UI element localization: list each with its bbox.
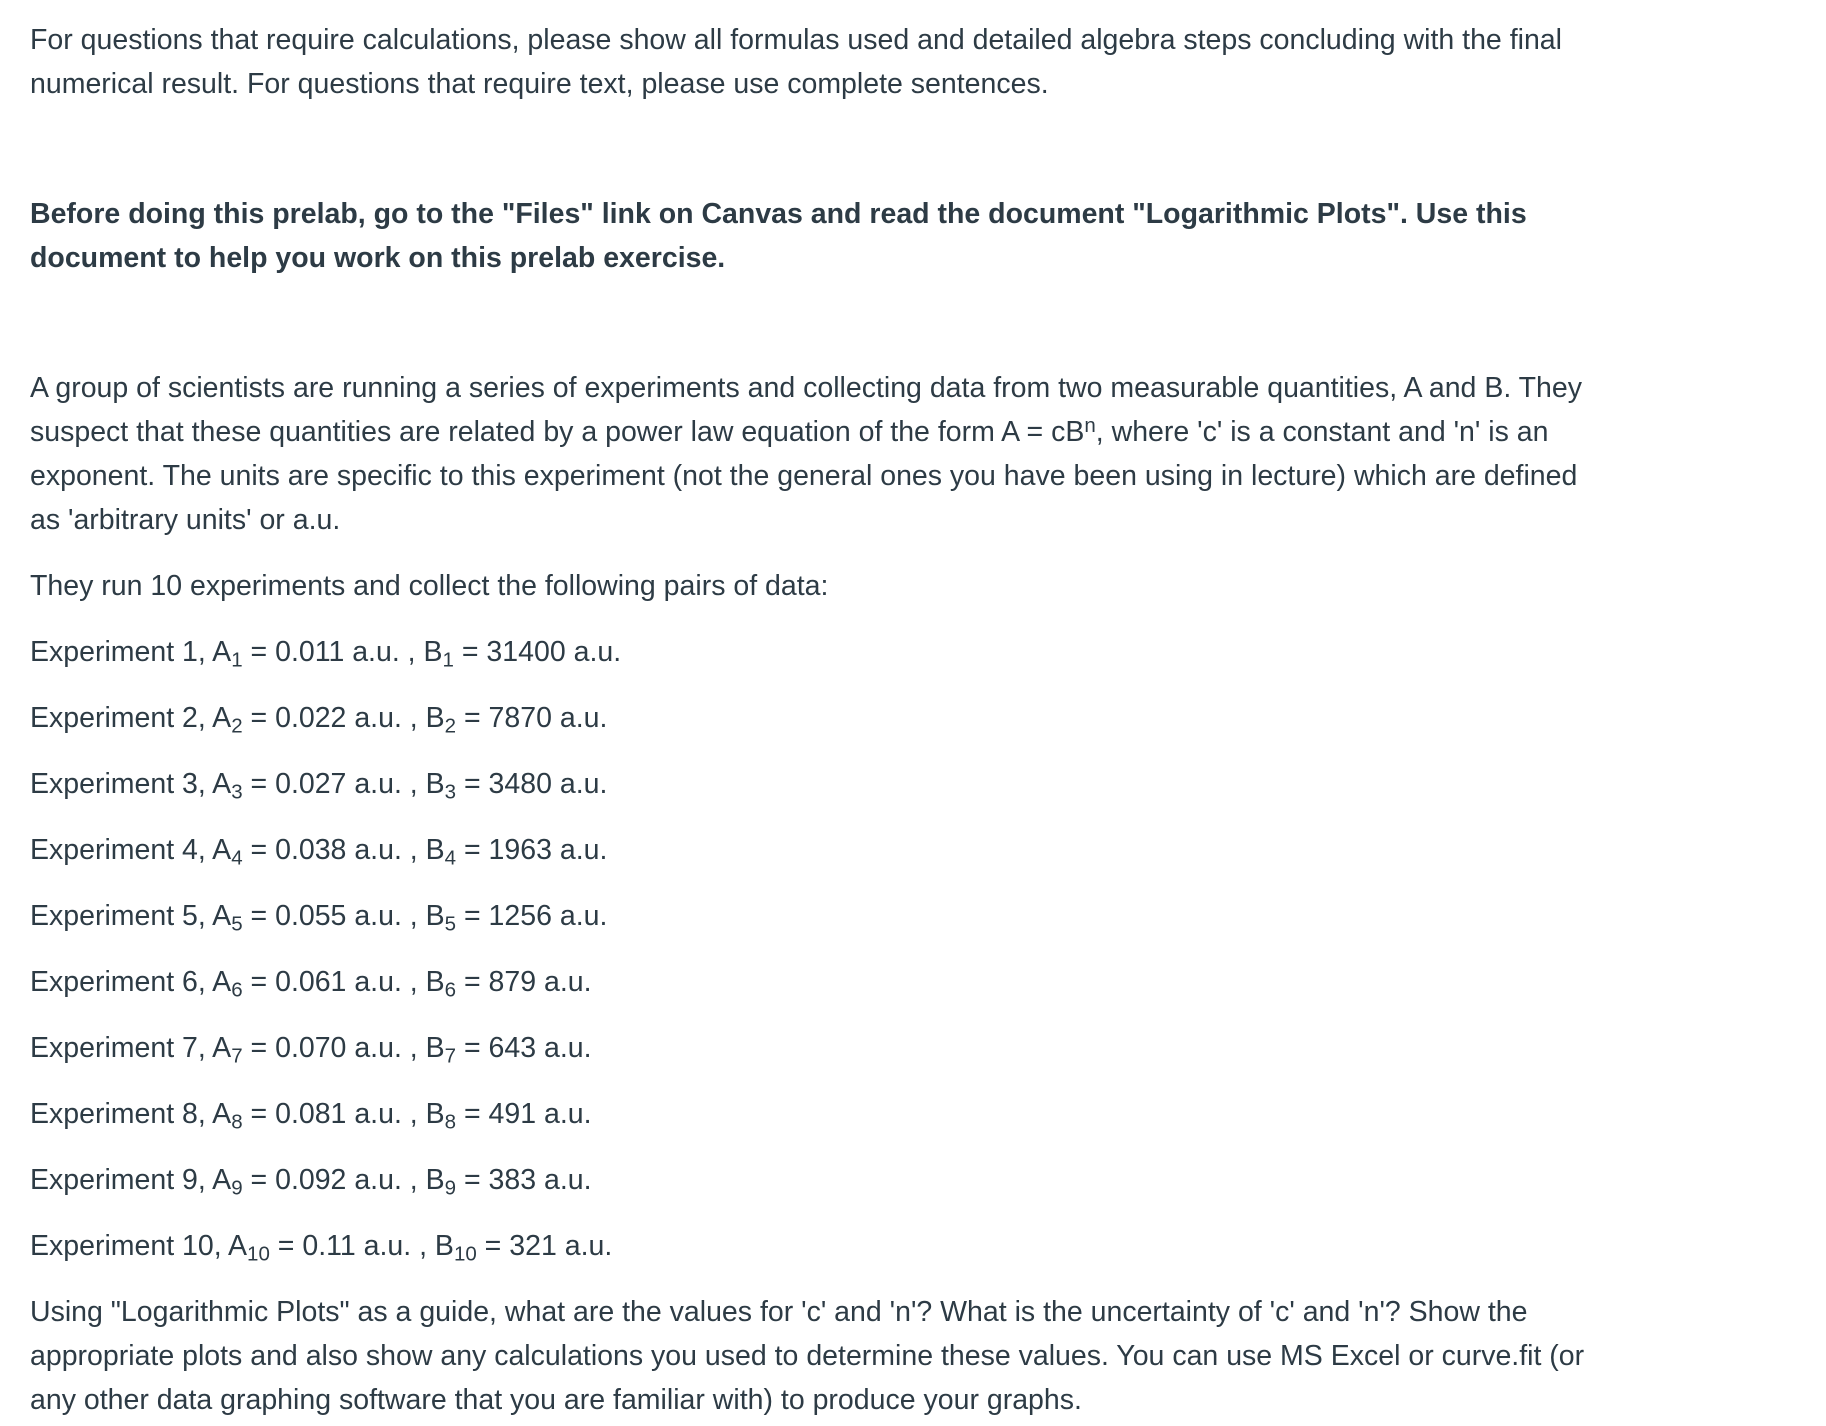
scenario-text-part2: , where 'c' is a constant and 'n' is an exponent. The units are specific to this experiment (not the general ones you have been using in lecture) which are defined as 'arbitrary units' or a.u.	[30, 416, 1578, 536]
data-lead-in: They run 10 experiments and collect the following pairs of data:	[30, 570, 829, 602]
b-value: = 3480 a.u.	[456, 768, 608, 800]
b-subscript: 5	[444, 912, 457, 936]
experiment-label: Experiment 2, A	[30, 702, 232, 734]
a-value: = 0.081 a.u. , B	[242, 1098, 445, 1130]
a-value: = 0.038 a.u. , B	[242, 834, 445, 866]
a-value: = 0.011 a.u. , B	[242, 636, 443, 668]
b-subscript: 10	[453, 1242, 477, 1266]
b-subscript: 3	[444, 780, 457, 804]
b-value: = 383 a.u.	[456, 1164, 592, 1196]
b-value: = 1963 a.u.	[456, 834, 608, 866]
a-value: = 0.092 a.u. , B	[242, 1164, 445, 1196]
b-value: = 491 a.u.	[456, 1098, 592, 1130]
experiment-label: Experiment 6, A	[30, 966, 232, 998]
experiment-row	[30, 828, 1590, 872]
experiment-list	[30, 630, 1590, 1268]
prelab-content	[30, 18, 1590, 1422]
a-subscript: 3	[231, 780, 243, 804]
question-paragraph: Using "Logarithmic Plots" as a guide, what are the values for 'c' and 'n'? What is the uncertainty of 'c' and 'n'? Show the appropriate plots and also show any calculations you used to determine these values. You can use MS Excel or curve.fit (or any other data graphing software that you are familiar with) to produce your graphs.	[30, 1296, 1585, 1416]
b-subscript: 4	[444, 846, 457, 870]
b-value: = 643 a.u.	[456, 1032, 592, 1064]
experiment-row	[30, 1158, 1590, 1202]
experiment-row	[30, 894, 1590, 938]
experiment-row	[30, 1224, 1590, 1268]
b-value: = 31400 a.u.	[453, 636, 622, 668]
experiment-label: Experiment 4, A	[30, 834, 232, 866]
a-subscript: 4	[231, 846, 243, 870]
a-subscript: 1	[231, 648, 243, 672]
instructions-intro: For questions that require calculations, please show all formulas used and detailed algebra steps concluding with the final numerical result. For questions that require text, please use complete sentences.	[30, 24, 1562, 100]
experiment-label: Experiment 9, A	[30, 1164, 232, 1196]
scenario-paragraph	[30, 366, 1590, 542]
experiment-row	[30, 1092, 1590, 1136]
experiment-label: Experiment 3, A	[30, 768, 232, 800]
experiment-row	[30, 1026, 1590, 1070]
a-subscript: 2	[231, 714, 243, 738]
a-value: = 0.070 a.u. , B	[242, 1032, 445, 1064]
a-subscript: 5	[231, 912, 243, 936]
b-value: = 7870 a.u.	[456, 702, 608, 734]
experiment-label: Experiment 1, A	[30, 636, 232, 668]
experiment-row	[30, 630, 1590, 674]
b-subscript: 6	[444, 978, 457, 1002]
a-subscript: 10	[247, 1242, 270, 1266]
scenario-text-part1: A group of scientists are running a series of experiments and collecting data from two measurable quantities, A and B. They suspect that these quantities are related by a power law equation of the form A = cB	[30, 372, 1583, 448]
b-subscript: 8	[444, 1110, 457, 1134]
experiment-row	[30, 696, 1590, 740]
a-value: = 0.022 a.u. , B	[242, 702, 445, 734]
b-value: = 879 a.u.	[456, 966, 592, 998]
experiment-label: Experiment 10, A	[30, 1230, 248, 1262]
a-value: = 0.027 a.u. , B	[242, 768, 445, 800]
experiment-label: Experiment 7, A	[30, 1032, 232, 1064]
experiment-label: Experiment 8, A	[30, 1098, 232, 1130]
a-value: = 0.055 a.u. , B	[242, 900, 445, 932]
b-subscript: 7	[444, 1044, 457, 1068]
experiment-row	[30, 960, 1590, 1004]
b-value: = 1256 a.u.	[456, 900, 608, 932]
a-subscript: 7	[231, 1044, 243, 1068]
instructions-note: Before doing this prelab, go to the "Files" link on Canvas and read the document "Logarithmic Plots". Use this document to help you work on this prelab exercise.	[30, 198, 1527, 274]
a-subscript: 8	[231, 1110, 243, 1134]
a-subscript: 6	[231, 978, 243, 1002]
b-subscript: 1	[442, 648, 454, 672]
b-subscript: 2	[444, 714, 457, 738]
b-subscript: 9	[444, 1176, 457, 1200]
experiment-row	[30, 762, 1590, 806]
a-value: = 0.11 a.u. , B	[269, 1230, 454, 1262]
a-subscript: 9	[231, 1176, 243, 1200]
b-value: = 321 a.u.	[476, 1230, 613, 1262]
power-law-exponent: n	[1084, 413, 1096, 437]
experiment-label: Experiment 5, A	[30, 900, 232, 932]
a-value: = 0.061 a.u. , B	[242, 966, 445, 998]
